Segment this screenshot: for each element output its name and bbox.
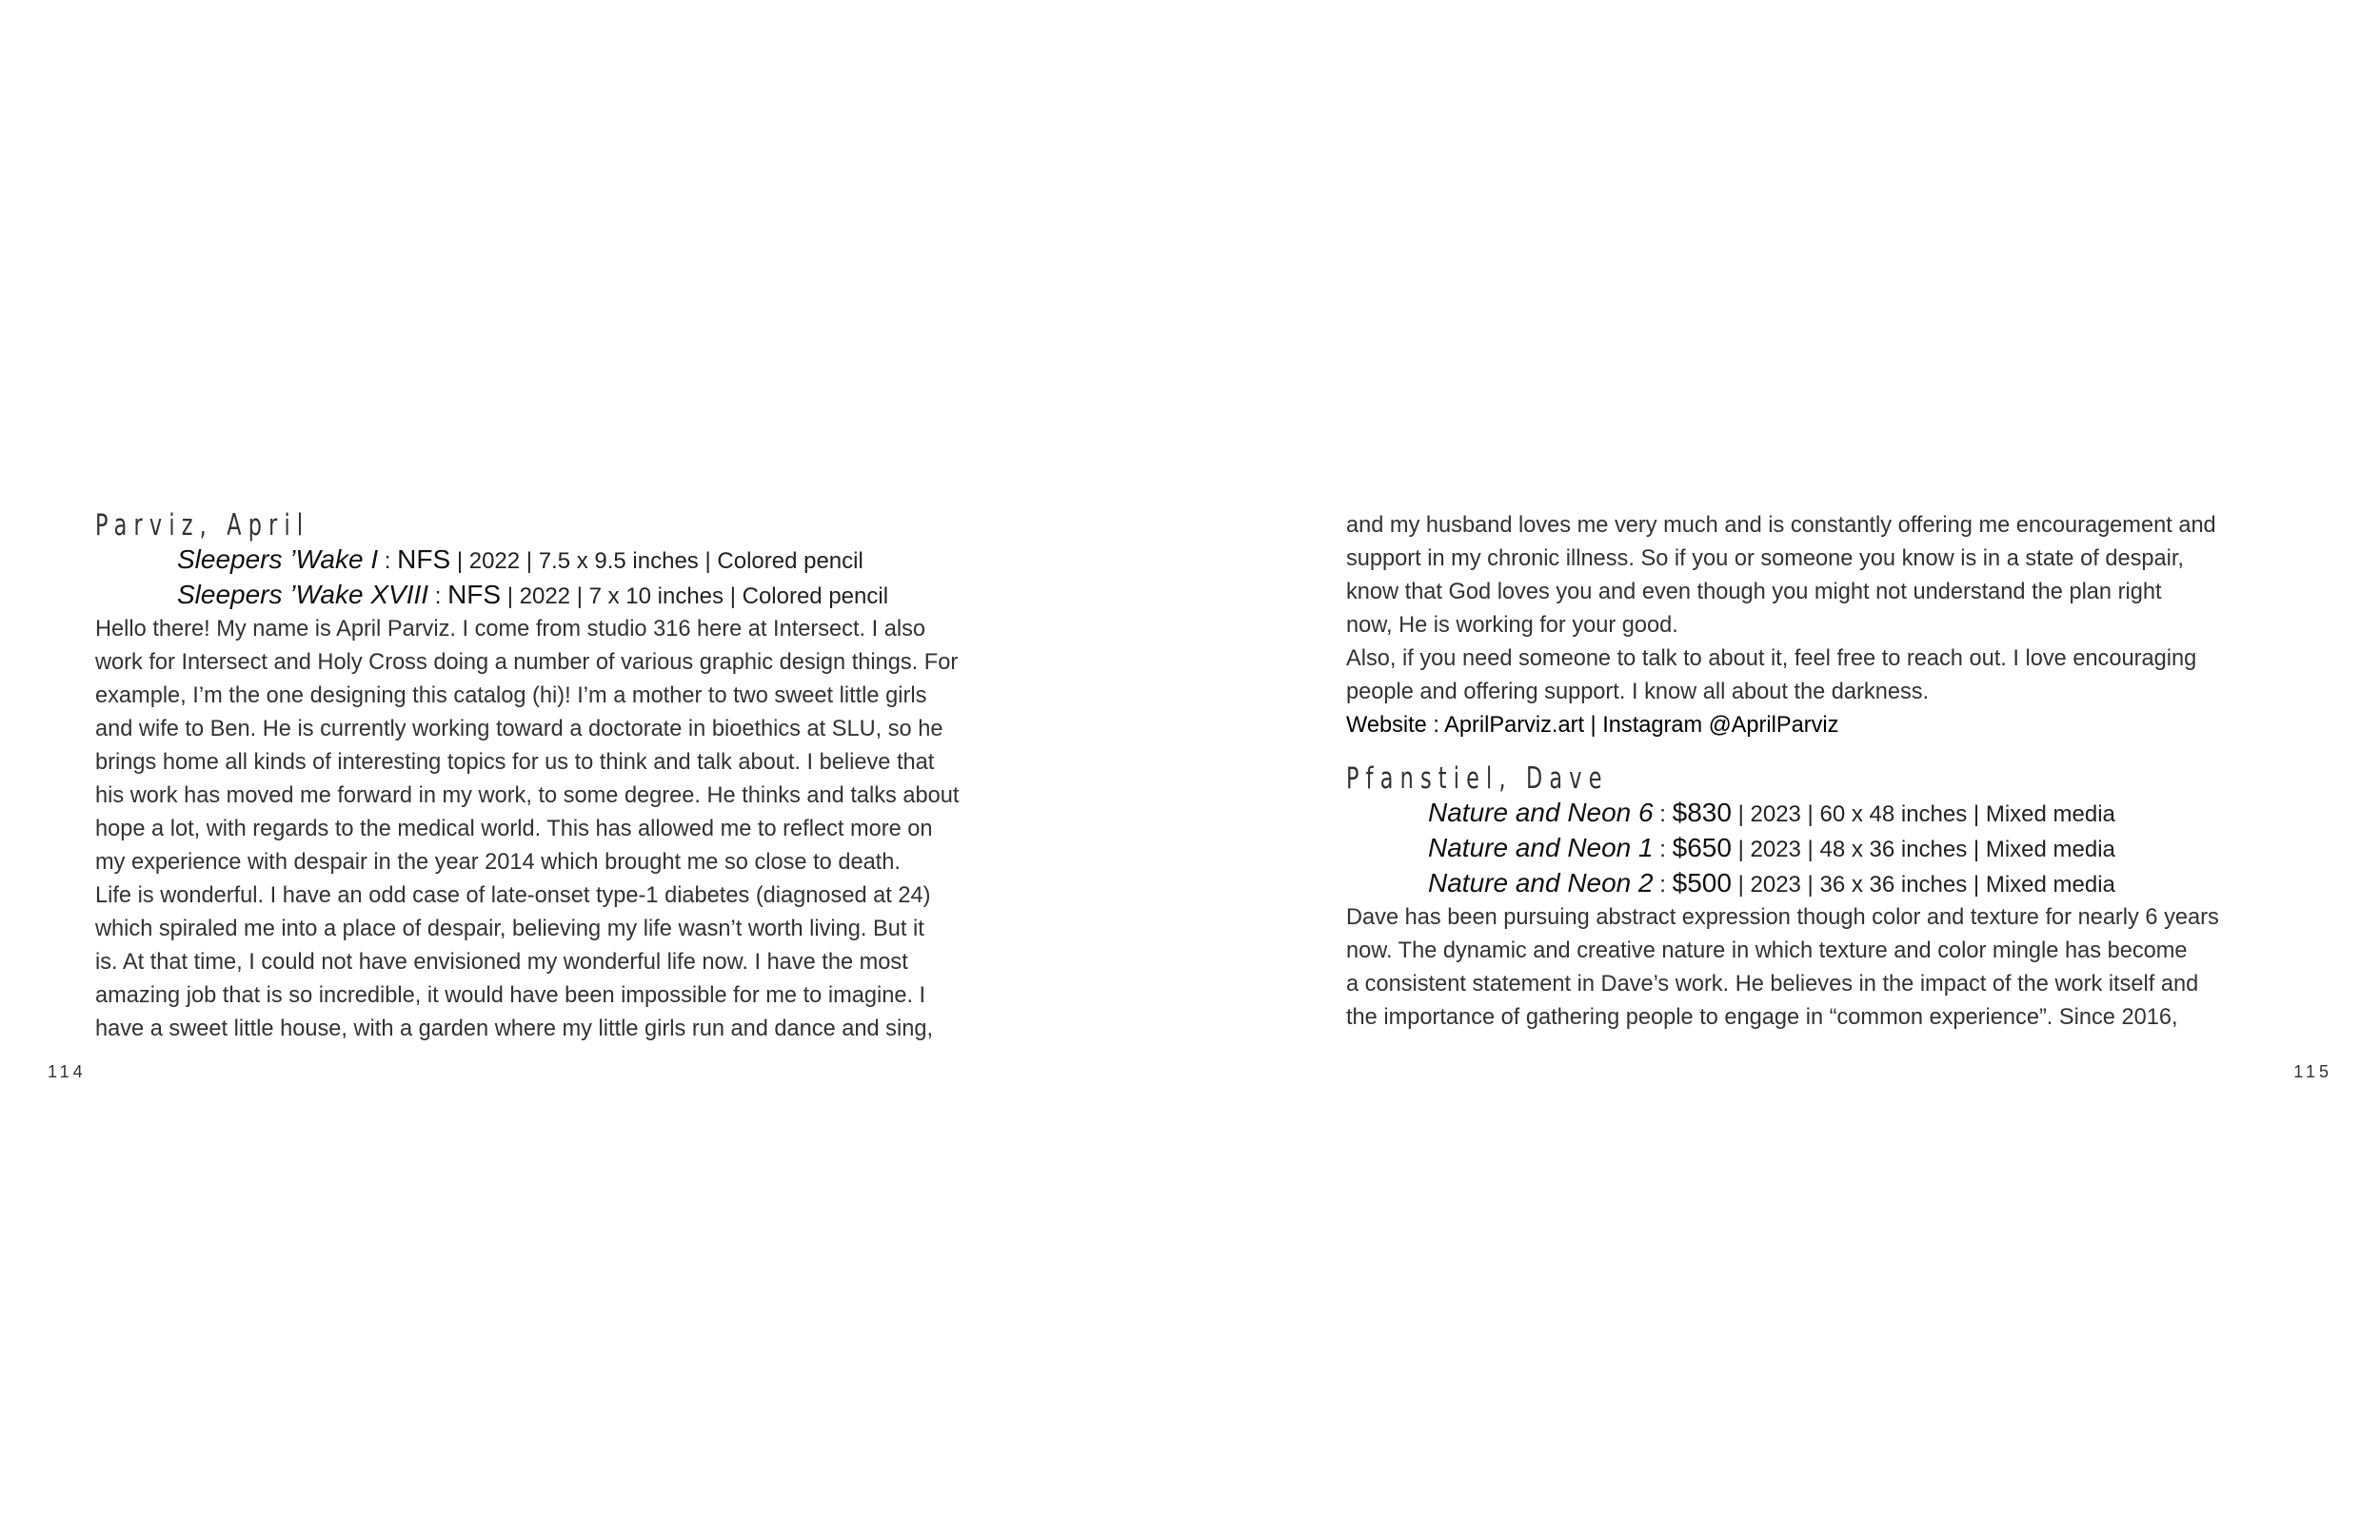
right-page xyxy=(1190,0,2380,1540)
work-title: Sleepers ’Wake XVIII xyxy=(177,580,429,609)
work-size: 48 x 36 inches xyxy=(1819,837,1968,862)
separator: | xyxy=(1800,872,1820,898)
separator: | xyxy=(1731,837,1751,862)
work-item xyxy=(1346,866,2355,901)
work-year: 2023 xyxy=(1750,801,1801,827)
separator: : xyxy=(378,548,398,574)
bio-line: my experience with despair in the year 2014 which brought me so close to death. xyxy=(95,850,901,875)
work-item xyxy=(1346,796,2355,831)
artist-name: Pfanstiel, Dave xyxy=(1346,761,1609,796)
work-year: 2022 xyxy=(519,583,571,609)
work-medium: Colored pencil xyxy=(742,583,889,609)
separator: | xyxy=(1731,872,1751,898)
work-title: Nature and Neon 6 xyxy=(1428,798,1654,827)
page-number: 115 xyxy=(2293,1062,2332,1081)
work-size: 60 x 48 inches xyxy=(1819,801,1968,827)
bio-line: have a sweet little house, with a garden where my little girls run and dance and sing, xyxy=(95,1017,934,1041)
work-price: $650 xyxy=(1672,833,1732,862)
separator: | xyxy=(450,548,469,574)
page-number: 114 xyxy=(48,1062,87,1081)
work-title: Sleepers ’Wake I xyxy=(177,544,379,574)
bio-line: the importance of gathering people to engage in “common experience”. Since 2016, xyxy=(1346,1005,2178,1030)
separator: | xyxy=(1800,801,1820,827)
bio-line: hope a lot, with regards to the medical world. This has allowed me to reflect more on xyxy=(95,817,933,841)
work-medium: Mixed media xyxy=(1985,872,2115,898)
work-size: 7 x 10 inches xyxy=(588,583,724,609)
artist-links[interactable]: Website : AprilParviz.art | Instagram @AprilParviz xyxy=(1346,713,1839,738)
bio-line: his work has moved me forward in my work, to some degree. He thinks and talks about xyxy=(95,783,960,808)
artist-entry-parviz xyxy=(95,506,1142,1046)
bio-line: Hello there! My name is April Parviz. I come from studio 316 here at Intersect. I also xyxy=(95,617,926,642)
work-year: 2023 xyxy=(1750,837,1801,862)
work-year: 2022 xyxy=(468,548,521,574)
artist-bio xyxy=(1346,901,2355,1035)
separator: | xyxy=(1967,837,1986,862)
artist-name: Parviz, April xyxy=(95,508,310,543)
artist-bio xyxy=(95,613,1142,1046)
work-price: NFS xyxy=(447,580,502,609)
work-size: 7.5 x 9.5 inches xyxy=(538,548,699,574)
bio-line: a consistent statement in Dave’s work. He believes in the impact of the work itself and xyxy=(1346,972,2199,997)
bio-line: brings home all kinds of interesting topics for us to think and talk about. I believe that xyxy=(95,750,935,775)
separator: : xyxy=(1653,801,1673,827)
separator: : xyxy=(1653,872,1673,898)
bio-line: Life is wonderful. I have an odd case of late-onset type-1 diabetes (diagnosed at 24) xyxy=(95,883,931,908)
separator: | xyxy=(520,548,539,574)
separator: | xyxy=(1967,872,1986,898)
work-medium: Colored pencil xyxy=(717,548,863,574)
bio-line: support in my chronic illness. So if you or someone you know is in a state of despair, xyxy=(1346,546,2184,571)
bio-line: know that God loves you and even though you might not understand the plan right xyxy=(1346,580,2162,604)
work-title: Nature and Neon 2 xyxy=(1428,868,1654,898)
bio-line: Dave has been pursuing abstract expression though color and texture for nearly 6 years xyxy=(1346,905,2219,930)
works-list xyxy=(95,543,1142,613)
work-medium: Mixed media xyxy=(1985,837,2115,862)
separator: : xyxy=(1653,837,1673,862)
separator: | xyxy=(1731,801,1751,827)
work-item xyxy=(95,578,1142,613)
artist-entry-pfanstiel xyxy=(1346,760,2355,1035)
bio-line: people and offering support. I know all about the darkness. xyxy=(1346,680,1930,704)
bio-line: now, He is working for your good. xyxy=(1346,613,1678,638)
bio-line: is. At that time, I could not have envisioned my wonderful life now. I have the most xyxy=(95,950,908,975)
bio-line: amazing job that is so incredible, it would have been impossible for me to imagine. I xyxy=(95,983,926,1008)
bio-line: now. The dynamic and creative nature in which texture and color mingle has become xyxy=(1346,938,2188,963)
work-item xyxy=(1346,831,2355,866)
separator: | xyxy=(1967,801,1986,827)
separator: | xyxy=(1800,837,1820,862)
work-size: 36 x 36 inches xyxy=(1819,872,1968,898)
bio-line: Also, if you need someone to talk to about it, feel free to reach out. I love encouraging xyxy=(1346,646,2197,671)
separator: | xyxy=(698,548,718,574)
separator: | xyxy=(724,583,743,609)
work-item xyxy=(95,543,1142,578)
bio-line: and wife to Ben. He is currently working toward a doctorate in bioethics at SLU, so he xyxy=(95,717,943,741)
work-price: $500 xyxy=(1672,868,1732,898)
bio-line: example, I’m the one designing this catalog (hi)! I’m a mother to two sweet little girls xyxy=(95,683,927,708)
work-year: 2023 xyxy=(1750,872,1801,898)
right-content xyxy=(1346,509,2355,1035)
work-price: NFS xyxy=(397,544,451,574)
bio-line: which spiraled me into a place of despair, believing my life wasn’t worth living. But it xyxy=(95,917,924,941)
work-title: Nature and Neon 1 xyxy=(1428,833,1654,862)
bio-line: work for Intersect and Holy Cross doing a number of various graphic design things. For xyxy=(95,650,959,675)
separator: | xyxy=(570,583,589,609)
separator: | xyxy=(501,583,520,609)
works-list xyxy=(1346,796,2355,901)
separator: : xyxy=(428,583,448,609)
continued-bio xyxy=(1346,509,2355,709)
work-medium: Mixed media xyxy=(1985,801,2115,827)
bio-line: and my husband loves me very much and is constantly offering me encouragement and xyxy=(1346,513,2216,538)
work-price: $830 xyxy=(1672,798,1732,827)
